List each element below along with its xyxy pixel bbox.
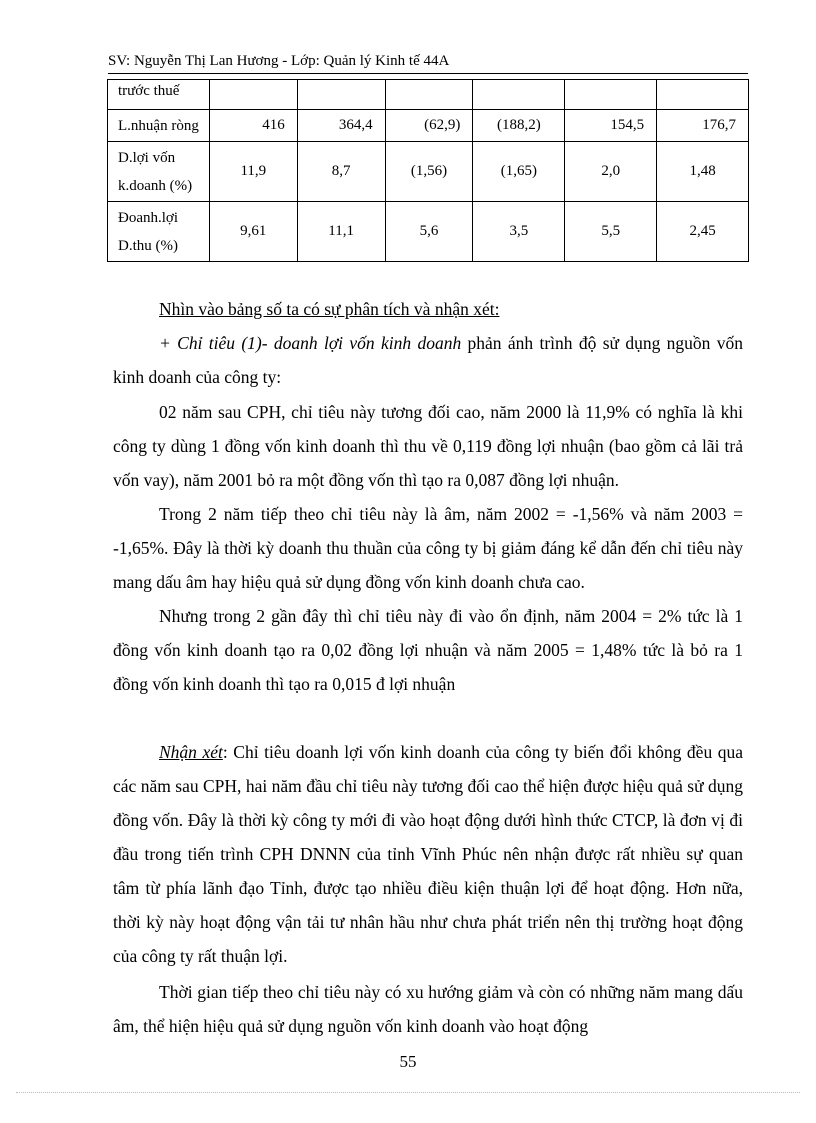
- row-label: Đoanh.lợi D.thu (%): [108, 202, 210, 262]
- financial-indicators-table: [107, 79, 749, 262]
- table-cell: (1,65): [473, 142, 565, 202]
- table-cell: 176,7: [657, 110, 749, 142]
- section-heading: Nhìn vào bảng số ta có sự phân tích và nhận xét:: [159, 299, 500, 319]
- table-cell: 364,4: [297, 110, 385, 142]
- paragraph-2002-2003: Trong 2 năm tiếp theo chỉ tiêu này là âm, năm 2002 = -1,56% và năm 2003 = -1,65%. Đây là thời kỳ doanh thu thuần của công ty bị giảm đáng kể dẫn đến chỉ tiêu này mang dấu âm hay hiệu quả sử dụng đồng vốn kinh doanh chưa cao.: [113, 504, 743, 592]
- table-row: [108, 80, 749, 110]
- table-cell: [297, 80, 385, 110]
- table-cell: 154,5: [565, 110, 657, 142]
- table-cell: (1,56): [385, 142, 473, 202]
- paragraph-continuation: Thời gian tiếp theo chỉ tiêu này có xu hướng giảm và còn có những năm mang dấu âm, thể hiện hiệu quả sử dụng nguồn vốn kinh doanh vào hoạt động: [113, 982, 743, 1036]
- paragraph-indicator-1: + Chỉ tiêu (1)- doanh lợi vốn kinh doanh phản ánh trình độ sử dụng nguồn vốn kinh doanh của công ty:: [113, 333, 743, 387]
- table-row: [108, 142, 749, 202]
- table-row: [108, 110, 749, 142]
- table-cell: 5,6: [385, 202, 473, 262]
- table-cell: [657, 80, 749, 110]
- table-row: [108, 202, 749, 262]
- table-cell: (62,9): [385, 110, 473, 142]
- page-bottom-divider: [16, 1092, 800, 1093]
- table-cell: [209, 80, 297, 110]
- paragraph-2000-2001: 02 năm sau CPH, chỉ tiêu này tương đối cao, năm 2000 là 11,9% có nghĩa là khi công ty dùng 1 đồng vốn kinh doanh thì thu về 0,119 đồng lợi nhuận (bao gồm cả lãi trả vốn vay), năm 2001 bỏ ra một đồng vốn thì tạo ra 0,087 đồng lợi nhuận.: [113, 402, 743, 490]
- table-cell: 1,48: [657, 142, 749, 202]
- table-cell: 11,9: [209, 142, 297, 202]
- table-cell: 3,5: [473, 202, 565, 262]
- row-label: trước thuế: [108, 80, 210, 110]
- table-cell: 9,61: [209, 202, 297, 262]
- page-header: SV: Nguyễn Thị Lan Hương - Lớp: Quản lý Kinh tế 44A: [108, 53, 748, 74]
- table-cell: 2,0: [565, 142, 657, 202]
- table-cell: (188,2): [473, 110, 565, 142]
- table-cell: [385, 80, 473, 110]
- paragraph-2004-2005: Nhưng trong 2 gần đây thì chỉ tiêu này đi vào ổn định, năm 2004 = 2% tức là 1 đồng vốn kinh doanh tạo ra 0,02 đồng lợi nhuận và năm 2005 = 1,48% tức là bỏ ra 1 đồng vốn kinh doanh thì tạo ra 0,015 đ lợi nhuận: [113, 606, 743, 694]
- table-cell: 2,45: [657, 202, 749, 262]
- table-cell: [473, 80, 565, 110]
- page-number: 55: [399, 1052, 417, 1071]
- table-cell: 5,5: [565, 202, 657, 262]
- table-cell: 416: [209, 110, 297, 142]
- row-label: L.nhuận ròng: [108, 110, 210, 142]
- paragraph-remark: Nhận xét: Chỉ tiêu doanh lợi vốn kinh doanh của công ty biến đổi không đều qua các năm sau CPH, hai năm đầu chỉ tiêu này tương đối cao thể hiện được hiệu quả sử dụng đồng vốn. Đây là thời kỳ công ty mới đi vào hoạt động dưới hình thức CTCP, là đơn vị đi đầu trong tiến trình CPH DNNN của tỉnh Vĩnh Phúc nên nhận được rất nhiều sự quan tâm từ phía lãnh đạo Tỉnh, được tạo nhiều điều kiện thuận lợi để hoạt động. Hơn nữa, thời kỳ này hoạt động vận tải tư nhân hầu như chưa phát triển nên thị trường hoạt động của công ty rất thuận lợi.: [113, 742, 744, 966]
- table-cell: 8,7: [297, 142, 385, 202]
- row-label: D.lợi vốn k.doanh (%): [108, 142, 210, 202]
- table-cell: 11,1: [297, 202, 385, 262]
- table-cell: [565, 80, 657, 110]
